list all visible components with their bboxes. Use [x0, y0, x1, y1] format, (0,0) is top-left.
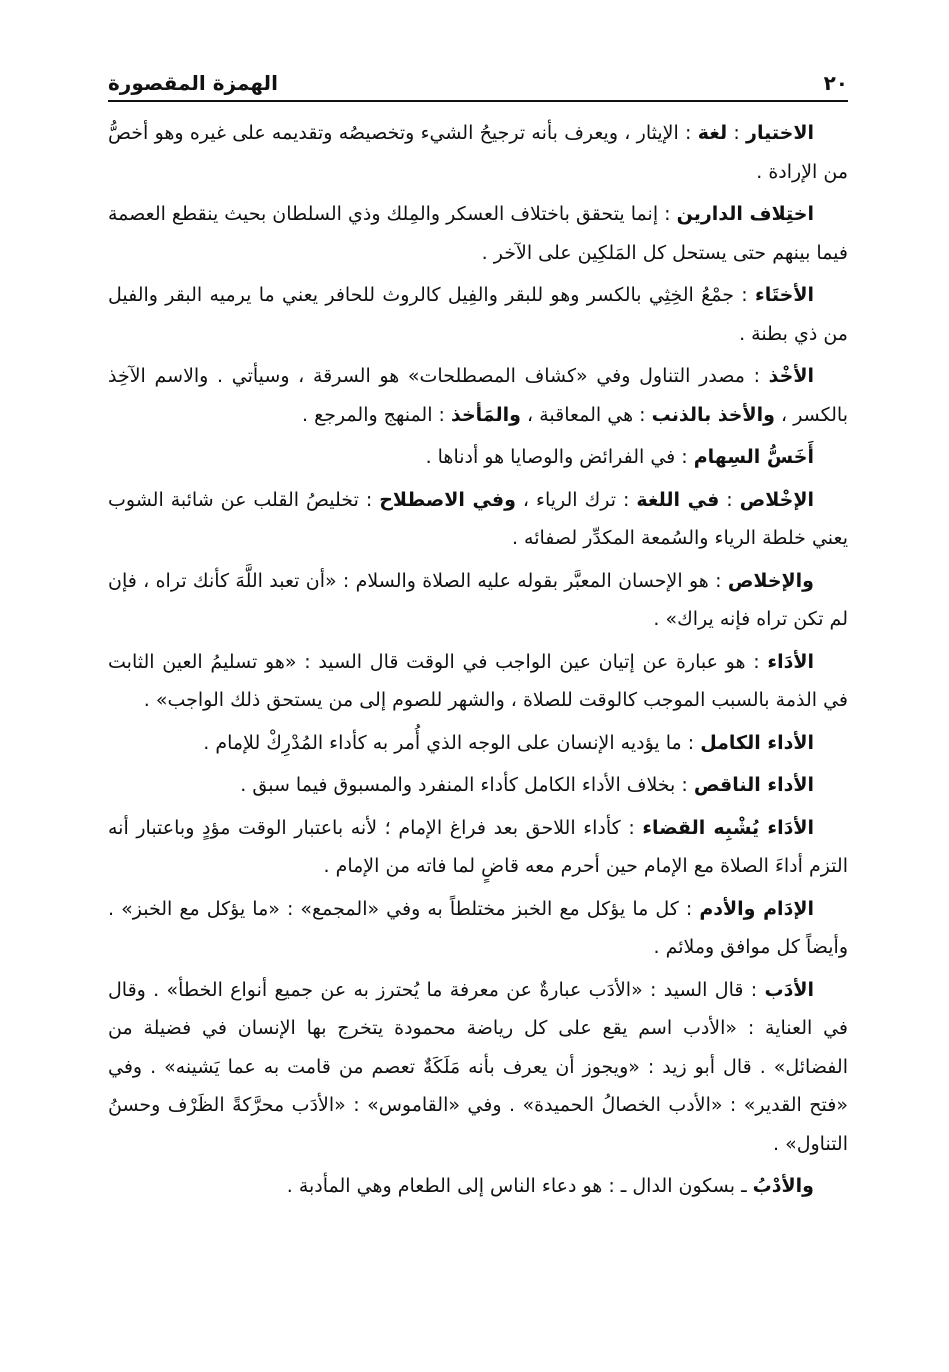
entry-text: : قال السيد : «الأدَب عبارةٌ عن معرفة ما يُحترز به عن جميع أنواع الخطأ» . وقال في العناية : «الأدب اسم يقع على كل رياضة محمودة يتخرج بها الإنسان في فضيلة من الفضائل» . قال أبو زيد : «ويجوز أن يعرف بأنه مَلَكَةٌ تعصم من قامت به عما يَشينه» . وفي «فتح القدير» : «الأدب الخصالُ الحميدة» . وفي «القاموس» : «الأدَب محرَّكةً الظَرْف وحسنُ التناول» . — [108, 978, 848, 1155]
entry-text: : الإيثار ، ويعرف بأنه ترجيحُ الشيء وتخصيصُه وتقديمه على غيره وهو أخصُّ من الإرادة . — [108, 122, 848, 183]
entry-text: : مصدر التناول وفي «كشاف المصطلحات» هو السرقة ، وسيأتي . والاسم الآخِذ بالكسر ، — [108, 365, 848, 426]
entry-text: : هو الإحسان المعبَّر بقوله عليه الصلاة والسلام : «أن تعبد اللَّهَ كأنك تراه ، فإن لم تكن تراه فإنه يراك» . — [108, 569, 848, 630]
glossary-entry — [108, 890, 848, 967]
glossary-entry — [108, 438, 848, 477]
page-running-title: الهمزة المقصورة — [108, 71, 278, 95]
entry-term: الأدَاء يُشْبِه القضاء — [642, 816, 814, 839]
glossary-entry — [108, 357, 848, 434]
glossary-entry — [108, 114, 848, 191]
entry-term: الإخْلاص — [739, 488, 814, 511]
glossary-entry — [108, 195, 848, 272]
page-header — [108, 62, 848, 98]
entry-term: والمَأخذ — [450, 403, 521, 426]
entry-term: الأخْذ — [768, 365, 814, 387]
entry-term: أَخَسُّ السِهام — [693, 446, 814, 468]
entry-text: : — [719, 488, 740, 511]
header-rule — [108, 100, 848, 102]
entry-term: والأدْبُ — [752, 1175, 814, 1197]
entry-term: لغة — [697, 122, 728, 144]
entry-text: : ترك الرياء ، — [515, 488, 637, 511]
entry-text: : في الفرائض والوصايا هو أدناها . — [425, 446, 694, 468]
entry-term: في اللغة — [636, 488, 720, 511]
entry-text: ـ بسكون الدال ـ : هو دعاء الناس إلى الطعام وهي المأدبة . — [286, 1175, 753, 1197]
entry-text: : كل ما يؤكل مع الخبز مختلطاً به وفي «المجمع» : «ما يؤكل مع الخبز» . وأيضاً كل موافق وملائم . — [108, 897, 848, 958]
entry-text: : ما يؤديه الإنسان على الوجه الذي أُمر به كأداء المُدْرِكْ للإمام . — [203, 731, 701, 754]
entry-term: الإدَام والأدم — [699, 897, 814, 920]
entry-text: : تخليصُ القلب عن شائبة الشوب يعني خلطة الرياء والسُمعة المكدِّر لصفائه . — [108, 488, 848, 549]
glossary-entry — [108, 1167, 848, 1206]
glossary-entry — [108, 724, 848, 763]
entry-term: الاختيار — [746, 122, 814, 144]
glossary-entry — [108, 971, 848, 1164]
entry-term: اختِلاف الدارين — [676, 203, 814, 225]
entry-text: : هي المعاقبة ، — [520, 403, 652, 426]
glossary-entry — [108, 809, 848, 886]
entry-text: : — [727, 122, 747, 144]
entry-text: : إنما يتحقق باختلاف العسكر والمِلك وذي السلطان بحيث ينقطع العصمة فيما بينهم حتى يستحل كل المَلكِين على الآخر . — [108, 203, 848, 264]
glossary-entry — [108, 481, 848, 558]
entry-term: الأدَاء — [767, 650, 814, 673]
entry-term: الأداء الكامل — [700, 731, 814, 754]
entry-term: الأدَب — [764, 978, 814, 1001]
entry-term: الأداء الناقص — [693, 774, 814, 796]
entry-text: : كأداء اللاحق بعد فراغ الإمام ؛ لأنه باعتبار الوقت مؤدٍ وباعتبار أنه التزم أداءَ الصلاة مع الإمام حين أحرم معه قاضٍ لما فاته من الإمام . — [108, 816, 848, 877]
entry-term: والأخذ بالذنب — [651, 403, 775, 426]
entry-text: : بخلاف الأداء الكامل كأداء المنفرد والمسبوق فيما سبق . — [240, 774, 694, 796]
entry-term: وفي الاصطلاح — [379, 488, 516, 511]
document-page — [108, 62, 848, 1210]
entry-text: : جمْعُ الخِثِي بالكسر وهو للبقر والفِيل كالروث للحافر يعني ما يرميه البقر والفيل من ذي بطنة . — [108, 284, 848, 345]
entry-text: : المنهج والمرجع . — [302, 403, 451, 426]
entry-text: : هو عبارة عن إتيان عين الواجب في الوقت قال السيد : «هو تسليمُ العين الثابت في الذمة بالسبب الموجب كالوقت للصلاة ، والشهر للصوم إلى من يستحق ذلك الواجب» . — [108, 650, 848, 711]
page-number: ٢٠ — [823, 71, 848, 95]
entry-term: والإخلاص — [727, 569, 814, 592]
glossary-entry — [108, 643, 848, 720]
glossary-entry — [108, 766, 848, 805]
glossary-entries — [108, 114, 848, 1206]
entry-term: الأختَاء — [755, 284, 814, 306]
glossary-entry — [108, 276, 848, 353]
glossary-entry — [108, 562, 848, 639]
